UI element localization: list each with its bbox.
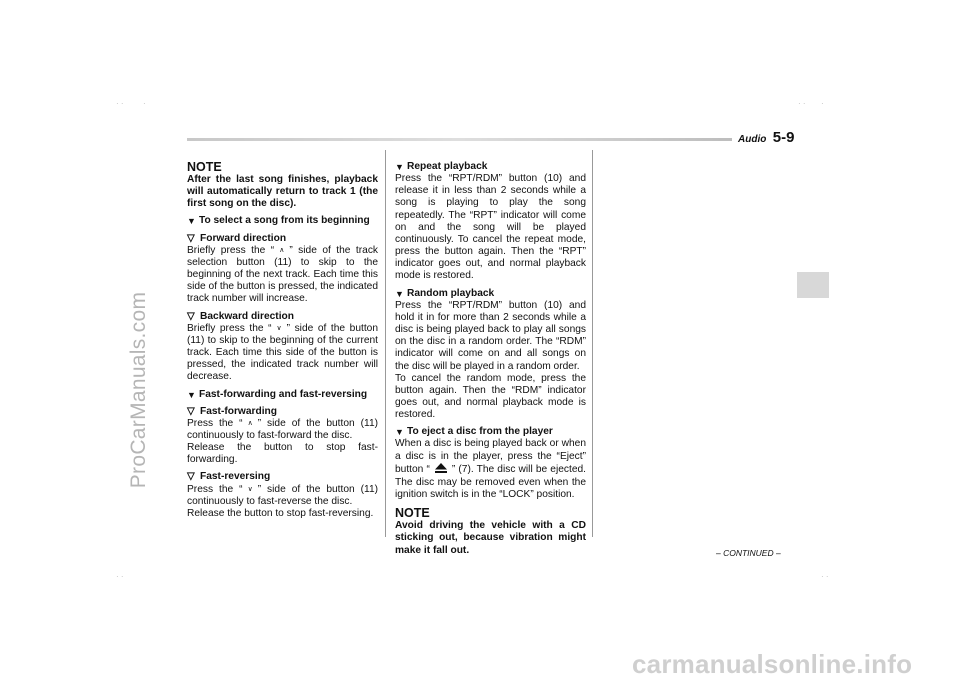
note-heading: NOTE bbox=[187, 160, 222, 174]
up-chevron-icon: ∧ bbox=[279, 246, 285, 254]
paragraph: Briefly press the “ ∨ ” side of the button (11) to skip to the beginning of the current track. Each time this side of the button is pressed, the indicated track number will decrease. bbox=[187, 322, 378, 383]
paragraph: Release the button to stop fast-forwarding. bbox=[187, 442, 378, 466]
crop-mark: · bbox=[821, 99, 824, 108]
outline-triangle-icon: ▽ bbox=[187, 471, 195, 483]
crop-mark: · · bbox=[116, 99, 124, 108]
section-heading: ▼ Fast-forwarding and fast-reversing bbox=[187, 388, 368, 400]
down-chevron-icon: ∨ bbox=[247, 485, 253, 493]
continued-label: – CONTINUED – bbox=[716, 548, 781, 558]
outline-triangle-icon: ▽ bbox=[187, 405, 195, 417]
down-chevron-icon: ∨ bbox=[276, 324, 282, 332]
crop-mark: · bbox=[143, 99, 146, 108]
paragraph: Press the “ ∧ ” side of the button (11) continuously to fast-forward the disc. bbox=[187, 417, 378, 441]
crop-mark: · · bbox=[116, 572, 124, 581]
page-header bbox=[738, 129, 794, 147]
paragraph: Release the button to stop fast-reversing. bbox=[187, 507, 374, 519]
paragraph: Press the “RPT/RDM” button (10) and hold it in for more than 2 seconds while a disc is being played back to play all songs on the disc in a random order. The “RDM” indicator will come on and all songs on the disc will be played in a random order. bbox=[395, 299, 586, 372]
crop-mark: · · bbox=[798, 99, 806, 108]
subsection-heading: ▽ Fast-forwarding bbox=[187, 405, 277, 417]
paragraph: Press the “RPT/RDM” button (10) and release it in less than 2 seconds while a song is playing to play the song repeatedly. The “RPT” indicator will come on and the song will be played continuously. To cancel the repeat mode, press the button again. Then the “RPT” indicator goes out, and normal playback mode is restored. bbox=[395, 173, 586, 282]
column-right bbox=[395, 161, 586, 562]
column-left bbox=[187, 160, 378, 525]
subsection-heading: ▽ Backward direction bbox=[187, 310, 294, 322]
filled-triangle-icon: ▼ bbox=[395, 427, 404, 438]
eject-icon bbox=[435, 463, 447, 477]
watermark-bottom: carmanualsonline.info bbox=[632, 649, 913, 679]
filled-triangle-icon: ▼ bbox=[395, 288, 404, 299]
section-heading: ▼ To eject a disc from the player bbox=[395, 426, 553, 438]
paragraph: Press the “ ∨ ” side of the button (11) continuously to fast-reverse the disc. bbox=[187, 483, 378, 507]
crop-mark: · · bbox=[821, 572, 829, 581]
page-number: 5-9 bbox=[772, 129, 795, 146]
up-chevron-icon: ∧ bbox=[247, 419, 253, 427]
note-text: After the last song finishes, playback will automatically return to track 1 (the first song on the disc). bbox=[187, 174, 378, 210]
paragraph: When a disc is being played back or when a disc is in the player, press the “Eject” button “ ” (7). The disc will be ejected. The disc may be removed even when the ignition switch is in the “LOCK” position. bbox=[395, 438, 586, 501]
filled-triangle-icon: ▼ bbox=[395, 162, 404, 172]
chapter-tab bbox=[797, 272, 829, 298]
section-title: Audio bbox=[738, 134, 767, 145]
filled-triangle-icon: ▼ bbox=[187, 216, 196, 227]
paragraph: Briefly press the “ ∧ ” side of the track selection button (11) to skip to the beginning of the next track. Each time this side of the button is pressed, the indicated track number will increase. bbox=[187, 244, 379, 305]
paragraph: To cancel the random mode, press the button again. Then the “RDM” indicator goes out, and normal playback mode is restored. bbox=[395, 372, 586, 421]
section-heading: ▼ Random playback bbox=[395, 287, 495, 299]
watermark-left: ProCarManuals.com bbox=[127, 291, 150, 489]
filled-triangle-icon: ▼ bbox=[187, 389, 196, 400]
note-text: Avoid driving the vehicle with a CD sticking out, because vibration might make it fall out. bbox=[395, 520, 586, 556]
section-heading: ▼ To select a song from its beginning bbox=[187, 215, 370, 227]
outline-triangle-icon: ▽ bbox=[187, 232, 195, 244]
subsection-heading: ▽ Fast-reversing bbox=[187, 471, 271, 483]
subsection-heading: ▽ Forward direction bbox=[187, 232, 287, 244]
header-rule bbox=[187, 138, 732, 141]
section-heading: ▼ Repeat playback bbox=[395, 161, 488, 172]
column-divider bbox=[592, 150, 593, 537]
outline-triangle-icon: ▽ bbox=[187, 310, 195, 322]
column-divider bbox=[385, 150, 386, 537]
note-heading: NOTE bbox=[395, 506, 430, 521]
